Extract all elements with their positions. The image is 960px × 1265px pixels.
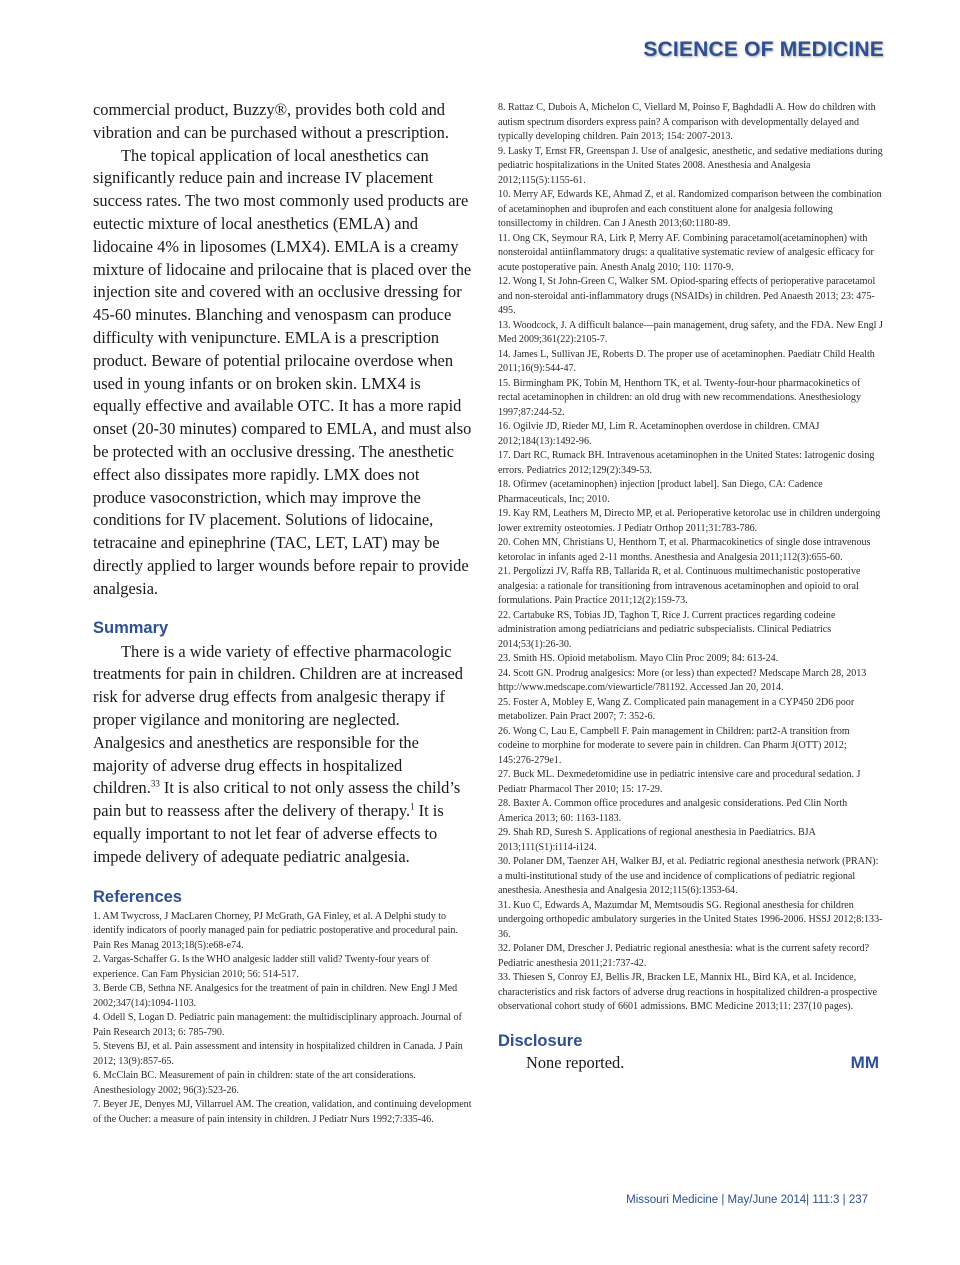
reference-item: 23. Smith HS. Opioid metabolism. Mayo Clin Proc 2009; 84: 613-24. — [498, 653, 779, 664]
reference-item: 4. Odell S, Logan D. Pediatric pain management: the multidisciplinary approach. Journal of Pain Research 2013; 6: 785-790. — [93, 1012, 462, 1038]
reference-item: 8. Rattaz C, Dubois A, Michelon C, Viellard M, Poinso F, Baghdadli A. How do children with autism spectrum disorders express pain? A comparison with developmentally delayed and typically developing children. Pain 2013; 154: 2007-2013. — [498, 102, 876, 142]
summary-text: It is equally important to not let fear of adverse effects to impede delivery of adequate pediatric analgesia. — [93, 801, 444, 866]
reference-item: 5. Stevens BJ, et al. Pain assessment and intensity in hospitalized children in Canada. J Pain 2012; 13(9):857-65. — [93, 1041, 463, 1067]
references-heading: References — [93, 887, 182, 906]
reference-item: 30. Polaner DM, Taenzer AH, Walker BJ, et al. Pediatric regional anesthesia network (PRAN): a multi-institutional study of the use and incidence of complications of pediatric regional anesthesia. Anesthesia and Analgesia 2012;115(6):1353-64. — [498, 856, 879, 896]
right-column — [498, 101, 883, 1077]
page-footer: Missouri Medicine | May/June 2014| 111:3 | 237 — [626, 1194, 868, 1206]
reference-item: 22. Cartabuke RS, Tobias JD, Taghon T, Rice J. Current practices regarding codeine administration among pediatricians and pediatric subspecialists. Clinical Pediatrics 2014;53(1):26-30. — [498, 609, 836, 650]
reference-item: 15. Birmingham PK, Tobin M, Henthorn TK, et al. Twenty-four-hour pharmacokinetics of rectal acetaminophen in children: an old drug with new recommendations. Anesthesiology 1997;87:244-52. — [498, 377, 861, 418]
reference-item: 9. Lasky T, Ernst FR, Greenspan J. Use of analgesic, anesthetic, and sedative mediations during pediatric hospitalizations in the United States 2008. Anesthesia and Analgesia 2012;115(5):1155-61. — [498, 145, 883, 186]
reference-item: 14. James L, Sullivan JE, Roberts D. The proper use of acetaminophen. Paediatr Child Health 2011;16(9):544-47. — [498, 348, 875, 374]
reference-item: 19. Kay RM, Leathers M, Directo MP, et al. Perioperative ketorolac use in children undergoing lower extremity osteotomies. J Pediatr Orthop 2011;31:783-786. — [498, 508, 881, 534]
reference-item: 31. Kuo C, Edwards A, Mazumdar M, Memtsoudis SG. Regional anesthesia for children undergoing orthopedic ambulatory surgeries in the United States 1996-2006. HSSJ 2012;8:133-36. — [498, 899, 883, 940]
summary-heading: Summary — [93, 618, 169, 637]
reference-item: 25. Foster A, Mobley E, Wang Z. Complicated pain management in a CYP450 2D6 poor metabolizer. Pain Pract 2007; 7: 352-6. — [498, 696, 855, 722]
body-paragraph: commercial product, Buzzy®, provides both cold and vibration and can be purchased without a prescription. — [93, 100, 449, 142]
citation-superscript: 1 — [410, 801, 415, 812]
reference-item: 28. Baxter A. Common office procedures and analgesic considerations. Ped Clin North America 2013; 60: 1163-1183. — [498, 798, 848, 824]
reference-item: 10. Merry AF, Edwards KE, Ahmad Z, et al. Randomized comparison between the combination of acetaminophen and ibuprofen and each constituent alone for analgesia following tonsillectomy in children. Can J Anesth 2013;60:1180-89. — [498, 189, 882, 229]
reference-item: 27. Buck ML. Dexmedetomidine use in pediatric intensive care and procedural sedation. J Pediatr Pharmacol Ther 2010; 15: 17-29. — [498, 769, 861, 795]
reference-item: 21. Pergolizzi JV, Raffa RB, Tallarida R, et al. Continuous multimechanistic postoperative analgesia: a rationale for transitioning from intravenous acetaminophen and opioid to oral formulations. Pain Practice 2011;12(2):159-73. — [498, 566, 861, 606]
disclosure-heading: Disclosure — [498, 1031, 583, 1050]
citation-superscript: 33 — [150, 778, 160, 789]
reference-item: 17. Dart RC, Rumack BH. Intravenous acetaminophen in the United States: Iatrogenic dosing errors. Pediatrics 2012;129(2):349-53. — [498, 450, 875, 476]
disclosure-text: None reported. — [526, 1052, 625, 1072]
summary-text: There is a wide variety of effective pharmacologic treatments for pain in children. Children are at increased risk for adverse drug effects from analgesic therapy if proper vigilance and monitoring are neglected. Analgesics and anesthetics are responsible for the majority of adverse drug effects in hospitalized children. — [93, 641, 464, 798]
reference-item: 20. Cohen MN, Christians U, Henthorn T, et al. Pharmacokinetics of single dose intravenous ketorolac in infants aged 2-11 months. Anesthesia and Analgesia 2011;112(3):655-60. — [498, 537, 871, 563]
summary-text: It is also critical to not only assess the child’s pain but to reassess after the delivery of therapy. — [93, 778, 461, 821]
disclosure-row — [498, 1053, 883, 1077]
reference-item: 7. Beyer JE, Denyes MJ, Villarruel AM. The creation, validation, and continuing development of the Oucher: a measure of pain intensity in children. J Pediatr Nurs 1992;7:335-46. — [93, 1099, 472, 1125]
reference-item: 32. Polaner DM, Drescher J. Pediatric regional anesthesia: what is the current safety record? Pediatric anesthesia 2011;21:737-42. — [498, 943, 870, 969]
summary-paragraph — [93, 641, 473, 869]
reference-item: 24. Scott GN. Prodrug analgesics: More (or less) than expected? Medscape March 28, 2013 http://www.medscape.com/viewarticle/781192. Accessed Jan 20, 2014. — [498, 667, 867, 693]
reference-item: 1. AM Twycross, J MacLaren Chorney, PJ McGrath, GA Finley, et al. A Delphi study to identify indicators of poorly managed pain for pediatric postoperative and procedural pain. Pain Res Manag 2013;18(5):e68-e74. — [93, 910, 458, 951]
body-paragraph: The topical application of local anesthetics can significantly reduce pain and increase IV placement success rates. The two most commonly used products are eutectic mixture of local anesthetics (EMLA) and lidocaine 4% in liposomes (LMX4). EMLA is a creamy mixture of lidocaine and prilocaine that is placed over the injection site and covered with an occlusive dressing for 45-60 minutes. Blanching and venospasm can produce difficulty with venipuncture. EMLA is a prescription product. Beware of potential prilocaine overdose when used in young infants or on broken skin. LMX4 is equally effective and available OTC. It has a more rapid onset (20-30 minutes) compared to EMLA, and must also be protected with an occlusive dressing. The anesthetic effect also dissipates more rapidly. LMX does not produce vasoconstriction, which may improve the conditions for IV placement. Solutions of lidocaine, tetracaine and epinephrine (TAC, LET, LAT) may be directly applied to larger wounds before repair to provide analgesia. — [93, 145, 472, 598]
reference-item: 13. Woodcock, J. A difficult balance—pain management, drug safety, and the FDA. New Engl J Med 2009;361(22):2105-7. — [498, 319, 883, 345]
reference-item: 12. Wong I, St John-Green C, Walker SM. Opiod-sparing effects of perioperative paracetamol and non-steroidal anti-inflammatory drugs (NSAIDs) in children. Ped Anaesth 2013; 23: 475-495. — [498, 276, 876, 316]
reference-item: 29. Shah RD, Suresh S. Applications of regional anesthesia in Paediatrics. BJA 2013;111(S1):i114-i124. — [498, 827, 816, 853]
reference-item: 26. Wong C, Lau E, Campbell F. Pain management in Children: part2-A transition from codeine to morphine for moderate to severe pain in children. Can Pharm J(OTT) 2012; 145:276-279e1. — [498, 725, 850, 766]
section-title: SCIENCE OF MEDICINE — [643, 38, 884, 61]
reference-item: 2. Vargas-Schaffer G. Is the WHO analgesic ladder still valid? Twenty-four years of experience. Can Fam Physician 2010; 56: 514-517. — [93, 954, 430, 980]
reference-item: 6. McClain BC. Measurement of pain in children: state of the art considerations. Anesthesiology 2002; 96(3):523-26. — [93, 1070, 416, 1096]
reference-item: 11. Ong CK, Seymour RA, Lirk P, Merry AF. Combining paracetamol(acetaminophen) with nonsteroidal antiinflammatory drugs: a qualitative systematic review of analgesic efficacy for acute postoperative pain. Anesth Analg 2010; 110: 1170-9. — [498, 232, 874, 273]
reference-list — [498, 101, 883, 1015]
reference-item: 16. Ogilvie JD, Rieder MJ, Lim R. Acetaminophen overdose in children. CMAJ 2012;184(13):1492-96. — [498, 421, 820, 447]
mm-logo: MM — [850, 1052, 879, 1072]
reference-item: 3. Berde CB, Sethna NF. Analgesics for the treatment of pain in children. New Engl J Med 2002;347(14):1094-1103. — [93, 983, 458, 1009]
reference-item: 18. Ofirmev (acetaminophen) injection [product label]. San Diego, CA: Cadence Pharmaceuticals, Inc; 2010. — [498, 479, 823, 505]
reference-item: 33. Thiesen S, Conroy EJ, Bellis JR, Bracken LE, Mannix HL, Bird KA, et al. Incidence, characteristics and risk factors of adverse drug reactions in hospitalized children-a prospective observational cohort study of 6601 admissions. BMC Medicine 2013;11: 237(10 pages). — [498, 972, 878, 1012]
left-column — [93, 99, 473, 1127]
reference-list — [93, 910, 473, 1128]
